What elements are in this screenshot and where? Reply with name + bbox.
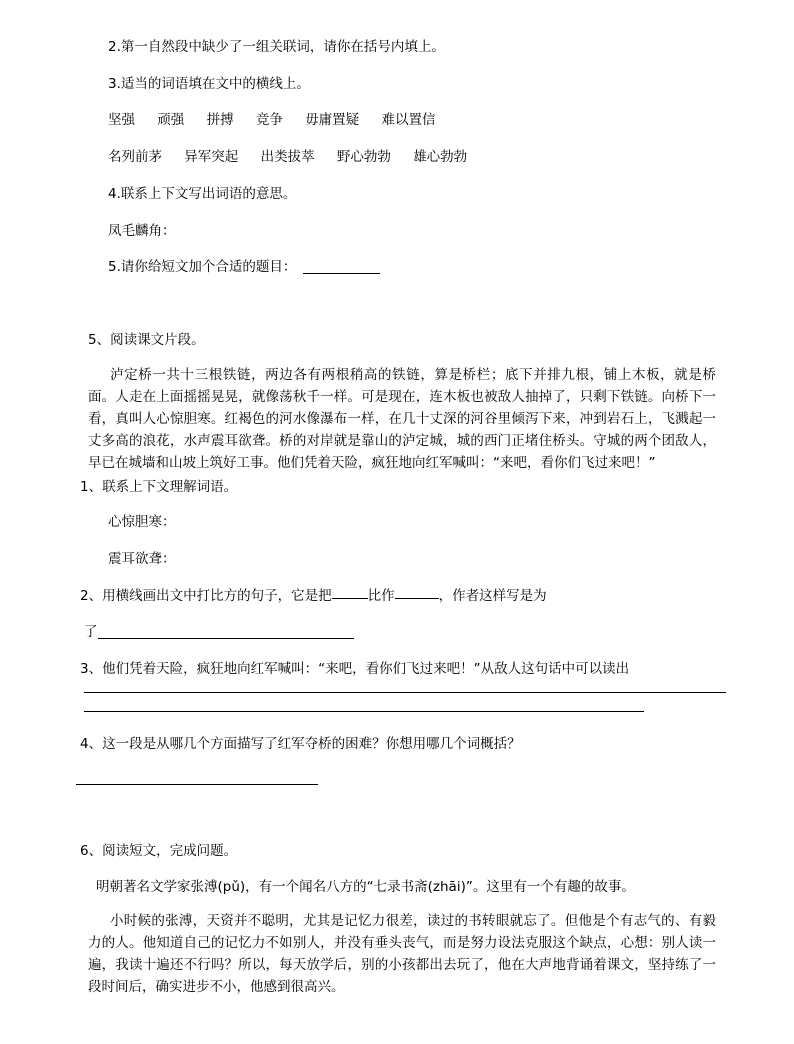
section-6-intro: 明朝著名文学家张溥(pǔ)，有一个闻名八方的“七录书斋(zhāi)”。这里有一个有趣的故事。 <box>96 879 635 895</box>
word-option: 顽强 <box>157 112 185 128</box>
answer-line[interactable] <box>84 692 726 693</box>
word-option: 名列前茅 <box>108 149 162 165</box>
word-option: 野心勃勃 <box>336 149 391 165</box>
word-option: 竞争 <box>255 112 283 128</box>
answer-line[interactable] <box>98 638 354 639</box>
blank-line[interactable] <box>332 598 368 599</box>
question-4: 4.联系上下文写出词语的意思。 <box>108 186 297 202</box>
word-option: 异军突起 <box>184 149 239 165</box>
s5-question-1-word-2: 震耳欲聋： <box>108 551 176 567</box>
s5-question-2 <box>80 587 547 605</box>
s5-question-1-word-1: 心惊胆寒： <box>108 514 176 530</box>
answer-line[interactable] <box>84 711 644 712</box>
question-5: 5.请你给短文加个合适的题目： <box>108 259 297 275</box>
word-option: 毋庸置疑 <box>305 112 360 128</box>
s5-question-1: 1、联系上下文理解词语。 <box>80 479 238 495</box>
s5q2-part-b: 比作 <box>367 588 395 604</box>
s5q2-part-a: 2、用横线画出文中打比方的句子，它是把 <box>80 588 332 604</box>
blank-line[interactable] <box>395 598 439 599</box>
question-2: 2.第一自然段中缺少了一组关联词，请你在括号内填上。 <box>108 39 445 55</box>
question-3: 3.适当的词语填在文中的横线上。 <box>108 76 310 92</box>
word-option: 坚强 <box>108 112 135 128</box>
section-5-title: 5、阅读课文片段。 <box>88 332 205 348</box>
word-bank-row-1 <box>108 111 453 129</box>
section-6-title: 6、阅读短文，完成问题。 <box>80 843 238 859</box>
word-option: 雄心勃勃 <box>413 149 468 165</box>
s5-question-2-cont: 了 <box>84 624 98 640</box>
section-5-passage: 泸定桥一共十三根铁链，两边各有两根稍高的铁链，算是桥栏；底下并排九根，铺上木板，就是桥面。人走在上面摇摇晃晃，就像荡秋千一样。可是现在，连木板也被敌人抽掉了，只剩下铁链。向桥下一看，真叫人心惊胆寒。红褐色的河水像瀑布一样，在几十丈深的河谷里倾泻下来，冲到岩石上，飞溅起一丈多高的浪花，水声震耳欲聋。桥的对岸就是靠山的泸定城，城的西门正堵住桥头。守城的两个团敌人，早已在城墙和山坡上筑好工事。他们凭着天险，疯狂地向红军喊叫：“来吧，看你们飞过来吧！” <box>88 367 716 471</box>
title-answer-line[interactable] <box>303 273 380 274</box>
s5-question-3: 3、他们凭着天险，疯狂地向红军喊叫：“来吧，看你们飞过来吧！”从敌人这句话中可以读出 <box>80 661 630 677</box>
word-bank-row-2 <box>108 148 485 166</box>
word-option: 出类拔萃 <box>260 149 315 165</box>
answer-line[interactable] <box>76 784 318 785</box>
word-option: 拼搏 <box>206 112 234 128</box>
word-option: 难以置信 <box>381 112 436 128</box>
section-6-passage: 小时候的张溥，天资并不聪明，尤其是记忆力很差，读过的书转眼就忘了。但他是个有志气的、有毅力的人。他知道自己的记忆力不如别人，并没有垂头丧气，而是努力设法克服这个缺点，心想：别人读一遍，我读十遍还不行吗？所以，每天放学后，别的小孩都出去玩了，他在大声地背诵着课文，坚持练了一段时间后，确实进步不小，他感到很高兴。 <box>88 913 716 995</box>
s5-question-4: 4、这一段是从哪几个方面描写了红军夺桥的困难？你想用哪几个词概括？ <box>80 736 521 752</box>
question-4-word: 凤毛麟角： <box>108 223 176 239</box>
s5q2-part-c: ，作者这样写是为 <box>438 588 547 604</box>
